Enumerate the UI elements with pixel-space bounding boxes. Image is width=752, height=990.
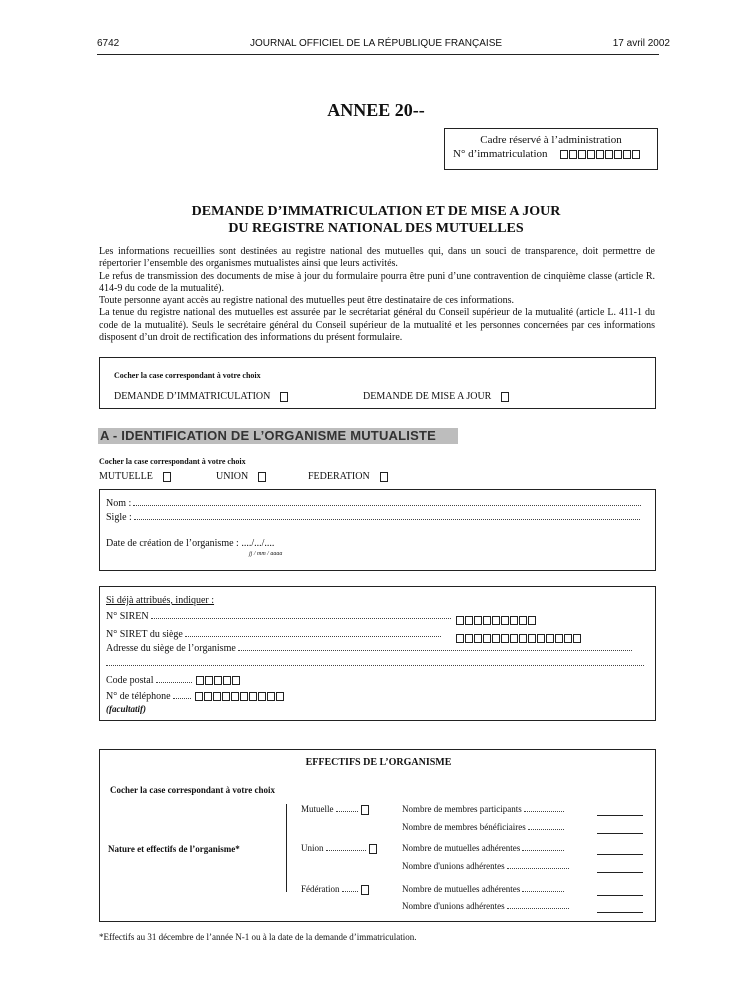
count-row-label: Nombre de mutuelles adhérentes <box>402 843 521 853</box>
adresse-field[interactable] <box>106 643 646 654</box>
count-row-label: Nombre de membres bénéficiaires <box>402 822 526 832</box>
effectif-federation-label: Fédération <box>301 884 340 894</box>
type-federation-label: FEDERATION <box>308 471 370 482</box>
count-input-federation-unions[interactable] <box>597 912 643 913</box>
type-mutuelle-label: MUTUELLE <box>99 471 153 482</box>
effectif-mutuelle-option[interactable] <box>301 804 369 815</box>
intro-paragraph: Les informations recueillies sont destinées au registre national des mutuelles qui, dans un souci de transparence, doit permettre de répertorier l’ensemble des organismes mutualistes ainsi que leurs activités. <box>99 246 655 270</box>
attributes-heading: Si déjà attribués, indiquer : <box>106 595 215 606</box>
count-input-beneficiaires[interactable] <box>597 833 643 834</box>
form-title-line1: DEMANDE D’IMMATRICULATION ET DE MISE A JOUR <box>191 204 561 219</box>
intro-paragraph: Le refus de transmission des documents de mise à jour du formulaire pourra être puni d’une contravention de cinquième classe (article R. 414-9 du code de la mutualité). <box>99 270 655 294</box>
siren-field[interactable] <box>106 611 451 622</box>
request-type-box <box>99 357 656 409</box>
footnote: *Effectifs au 31 décembre de l’année N-1 ou à la date de la demande d’immatriculation. <box>99 932 417 942</box>
count-row-label: Nombre d'unions adhérentes <box>402 901 505 911</box>
count-input-union-unions[interactable] <box>597 872 643 873</box>
sigle-field[interactable] <box>106 512 646 523</box>
header-rule <box>97 54 659 55</box>
telephone-field[interactable] <box>106 691 285 702</box>
effectif-federation-option[interactable] <box>301 884 369 895</box>
effectif-union-checkbox[interactable] <box>369 844 377 854</box>
journal-date: 17 avril 2002 <box>612 38 670 49</box>
count-row <box>402 822 564 832</box>
count-row-label: Nombre de mutuelles adhérentes <box>402 884 521 894</box>
nom-label: Nom : <box>106 498 132 509</box>
count-row <box>402 843 564 853</box>
annee-heading: ANNEE 20-- <box>327 100 425 120</box>
count-input-union-mutuelles[interactable] <box>597 854 643 855</box>
facultatif-note: (facultatif) <box>106 704 146 714</box>
count-row <box>402 901 569 911</box>
choice-instruction: Cocher la case correspondant à votre choix <box>114 371 261 380</box>
nature-label: Nature et effectifs de l’organisme* <box>108 844 240 854</box>
count-row <box>402 804 564 814</box>
admin-box <box>444 128 658 170</box>
effectif-mutuelle-checkbox[interactable] <box>361 805 369 815</box>
effectif-union-label: Union <box>301 843 324 853</box>
option-immat-checkbox[interactable] <box>280 392 288 402</box>
admin-title: Cadre réservé à l’administration <box>480 134 622 146</box>
effectifs-instruction: Cocher la case correspondant à votre choix <box>110 785 275 795</box>
effectif-mutuelle-label: Mutuelle <box>301 804 334 814</box>
effectif-union-option[interactable] <box>301 843 377 854</box>
attributes-box <box>99 586 656 721</box>
type-union-checkbox[interactable] <box>258 472 266 482</box>
nom-field[interactable] <box>106 498 646 509</box>
section-a-instruction: Cocher la case correspondant à votre choix <box>99 457 246 466</box>
siren-label: N° SIREN <box>106 611 149 622</box>
count-row <box>402 861 569 871</box>
count-input-federation-mutuelles[interactable] <box>597 895 643 896</box>
sigle-label: Sigle : <box>106 512 132 523</box>
type-mutuelle-checkbox[interactable] <box>163 472 171 482</box>
effectifs-box <box>99 749 656 922</box>
immat-boxes[interactable] <box>560 148 641 160</box>
section-a-title: A - IDENTIFICATION DE L’ORGANISME MUTUALISTE <box>98 428 458 444</box>
page-number: 6742 <box>97 38 120 49</box>
type-federation-checkbox[interactable] <box>380 472 388 482</box>
form-title-line2: DU REGISTRE NATIONAL DES MUTUELLES <box>228 221 524 236</box>
code-postal-field[interactable] <box>106 675 241 686</box>
identity-box <box>99 489 656 571</box>
effectifs-title: EFFECTIFS DE L’ORGANISME <box>305 757 452 768</box>
count-row <box>402 884 564 894</box>
option-maj-label: DEMANDE DE MISE A JOUR <box>363 391 492 402</box>
count-input-participants[interactable] <box>597 815 643 816</box>
option-immat-label: DEMANDE D’IMMATRICULATION <box>114 391 271 402</box>
type-union-label: UNION <box>216 471 249 482</box>
siret-label: N° SIRET du siège <box>106 629 183 640</box>
adresse-line-2[interactable] <box>106 665 644 666</box>
effectif-federation-checkbox[interactable] <box>361 885 369 895</box>
form-title <box>0 203 752 237</box>
date-hint: jj / mm / aaaa <box>249 551 283 557</box>
siren-boxes[interactable] <box>456 611 537 629</box>
immat-label: N° d’immatriculation <box>453 148 548 160</box>
code-postal-label: Code postal <box>106 675 154 686</box>
adresse-label: Adresse du siège de l’organisme <box>106 643 236 654</box>
journal-title: JOURNAL OFFICIEL DE LA RÉPUBLIQUE FRANÇAISE <box>249 38 503 49</box>
telephone-label: N° de téléphone <box>106 691 171 702</box>
intro-paragraph: Toute personne ayant accès au registre national des mutuelles peut être destinataire de ces informations. <box>99 295 514 307</box>
date-creation-field[interactable]: Date de création de l’organisme : ..../.../.... <box>106 538 275 549</box>
siret-field[interactable] <box>106 629 441 640</box>
bracket <box>286 804 301 892</box>
option-maj-checkbox[interactable] <box>501 392 509 402</box>
intro-text <box>99 246 655 344</box>
intro-paragraph: La tenue du registre national des mutuelles est assurée par le secrétariat général du Conseil supérieur de la mutualité (article L. 411-1 du code de la mutualité). Seuls le secrétaire général du Conseil supérieur de la mutualité et les personnes concernées par ces informations disposent d’un droit de rectification des informations du présent formulaire. <box>99 307 655 344</box>
count-row-label: Nombre d'unions adhérentes <box>402 861 505 871</box>
count-row-label: Nombre de membres participants <box>402 804 522 814</box>
